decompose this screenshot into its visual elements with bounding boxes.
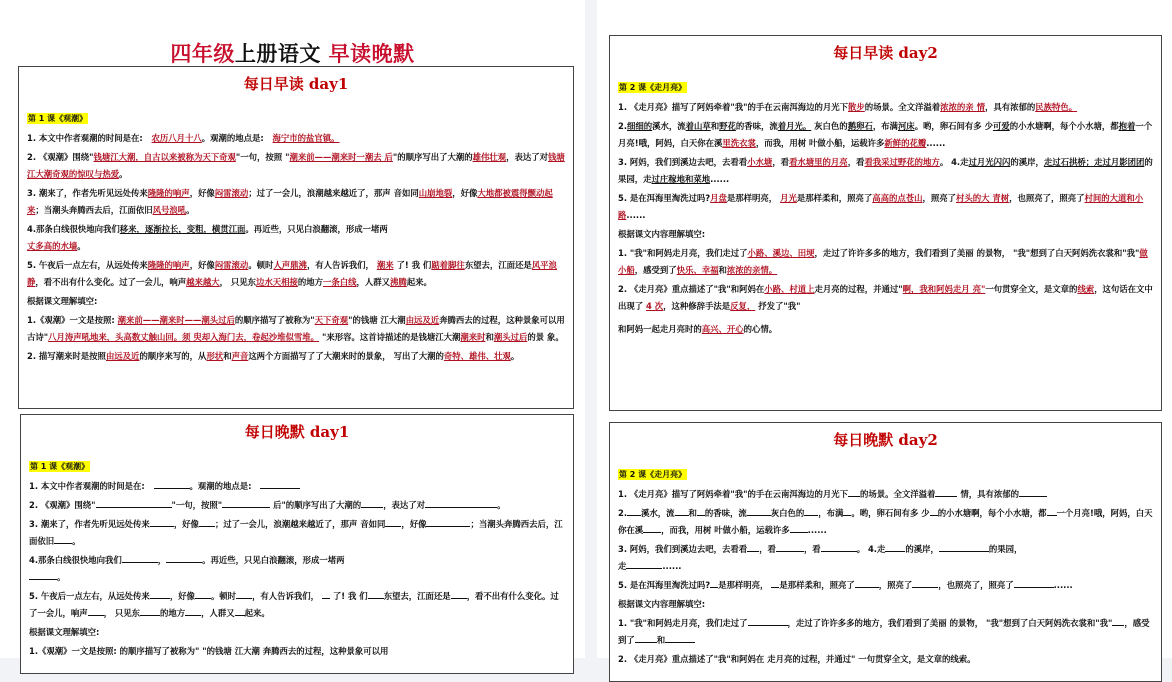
review-2: 2. 《走月亮》重点描述了"我"和阿妈在小路、村道上走月亮的过程，并通过"啊，我和阿妈走月 亮"一句贯穿全文，是文章的线索，这句话在文中出现了 4 次，这种修辞手法是反复， 抒发了"我": [618, 284, 1153, 311]
review-2: 2. 《走月亮》重点描述了"我"和阿妈在 走月亮的过程，并通过" 一句贯穿全文，是文章的线索。: [618, 654, 976, 664]
section-title: 每日晚默 day2: [833, 431, 938, 449]
question-4: 4.那条白线很快地向我们移来，逐渐拉长，变粗，横贯江面。再近些，只见白浪翻滚，形成一堵两 丈多高的水墙。: [27, 224, 388, 251]
section-title: 每日晚默 day1: [244, 423, 350, 441]
section-title: 每日早读 day1: [243, 75, 349, 93]
lesson-label: 第 1 课《观潮》: [30, 462, 90, 471]
question-3: 3. 潮来了，作者先听见远处传来隆隆的响声，好像闷雷滚动；过了一会儿，浪潮越来越近了，那声 音如同山崩地裂，好像大地都被震得颤动起来；当潮头奔腾西去后，江面依旧风号浪吼。: [27, 188, 553, 215]
section-heading: 根据课文内容理解填空:: [618, 229, 706, 239]
lesson-label: 第 2 课《走月亮》: [619, 83, 687, 92]
document-page-left: [0, 0, 585, 658]
review-1: 1. "我"和阿妈走月亮，我们走过了小路、溪边、田埂，走过了许许多多的地方，我们看到了美丽 的景物， "我"想到了白天阿妈洗衣裳和"我"做小船，感受到了快乐、幸福和浓浓的亲情。: [618, 248, 1148, 275]
question-3: 3. 潮来了，作者先听见远处传来 ，好像 ；过了一会儿，浪潮越来越近了，那声 音如同 ，好像 ；当潮头奔腾西去后，江面依旧 。: [29, 519, 563, 546]
document-page-right: [597, 0, 1172, 664]
section-heading: 根据课文理解填空:: [29, 627, 100, 637]
review-1: 1. "我"和阿妈走月亮，我们走过了 ，走过了许许多多的地方，我们看到了美丽 的景物， "我"想到了白天阿妈洗衣裳和"我" ，感受到了 和: [618, 618, 1150, 645]
question-3-4: 3. 阿妈，我们到溪边去吧，去看看 ，看 ，看 。 4.走 的溪岸， 的果园， 走 ......: [618, 544, 1023, 571]
question-1: 1. 本文中作者观潮的时间是在: 农历八月十八。观潮的地点是: 海宁市的盐官镇。: [27, 133, 340, 143]
question-1: 1. 《走月亮》描写了阿妈牵着"我"的手在云南洱海边的月光下 的场景。全文洋溢着 情，具有浓郁的: [618, 486, 1153, 503]
question-5: 5. 午夜后一点左右，从远处传来隆隆的响声，好像闷雷滚动。顿时人声鼎沸，有人告诉我们， 潮来 了! 我 们踮着脚往东望去，江面还是风平浪静，看不出有什么变化。过了一会儿，响声越来越大， 只见东边水天相接的地方一条白线，人群又沸腾起来。: [27, 260, 557, 287]
question-1: 1. 《走月亮》描写了阿妈牵着"我"的手在云南洱海边的月光下散步的场景。全文洋溢着浓浓的亲 情，具有浓郁的民族特色。: [618, 102, 1078, 112]
review-1: 1.《观潮》一文是按照: 的顺序描写了被称为" "的钱塘 江大潮 奔腾西去的过程，这种景象可以用: [29, 646, 389, 656]
question-5: 5. 是在洱海里淘洗过吗? 是那样明亮， 是那样柔和，照亮了 ，照亮了 ，也照亮了，照亮了 ......: [618, 580, 1073, 590]
question-2: 2. 溪水，流 和 的香味，流 灰白色的 ，布满 。哟，卵石间有多 少 的小水塘啊，每个小水塘，都 一个月亮!哦，阿妈，白天你在溪 ，而我，用树 叶做小船，运载许多 ......: [618, 508, 1153, 535]
document-title: 四年级上册语文 早读晚默: [170, 42, 415, 66]
lesson-label: 第 2 课《走月亮》: [619, 470, 687, 479]
question-1: 1. 本文中作者观潮的时间是在: 。观潮的地点是:: [29, 478, 565, 495]
section-heading: 根据课文内容理解填空:: [618, 599, 706, 609]
question-2: 2. 《观潮》围绕"钱塘江大潮，自古以来被称为天下奇观"一句，按照 "潮来前——潮来时一潮去 后"的顺序写出了大潮的雄伟壮观，表达了对钱塘江大潮奇观的惊叹与热爱。: [27, 152, 565, 179]
section-heading: 根据课文理解填空:: [27, 296, 98, 306]
morning-reading-day1-box: [18, 66, 574, 409]
question-5: 5. 午夜后一点左右，从远处传来 ，好像 。顿时 ，有人告诉我们， 了! 我 们 东望去，江面还是 ，看不出有什么变化。过了一会儿，响声 ， 只见东 的地方 ，人群又 起来。: [29, 591, 559, 618]
review-1: 1.《观潮》一文是按照: 潮来前——潮来时——潮头过后的顺序描写了被称为"天下奇观"的钱塘 江大潮由远及近奔腾西去的过程，这种景象可以用古诗"八月涛声吼地来，头高数丈触山回。须 臾却入海门去，卷起沙堆似雪堆。 "来形容。这首诗描述的是钱塘江大潮潮来时和潮头过后的景 象。: [27, 315, 565, 342]
question-5: 5. 是在洱海里淘洗过吗?月盘是那样明亮， 月光是那样柔和，照亮了高高的点苍山，照亮了村头的大 青树，也照亮了，照亮了村间的大道和小路......: [618, 193, 1144, 220]
evening-dictation-day2-box: [609, 422, 1162, 682]
question-4: 4.那条白线很快地向我们 ， 。再近些，只见白浪翻滚，形成一堵两 。: [29, 555, 345, 582]
question-2: 2. 《观潮》围绕" "一句，按照" 后"的顺序写出了大潮的 ，表达了对 。: [29, 500, 506, 510]
section-title: 每日早读 day2: [833, 44, 938, 62]
question-3-4: 3. 阿妈，我们到溪边去吧，去看看小水塘，看看水塘里的月亮，看看我采过野花的地方。 4.走过月光闪闪的溪岸，走过石拱桥；走过月影团团的果园，走过庄稼地和菜地......: [618, 157, 1153, 184]
review-2: 2. 描写潮来时是按照由远及近的顺序来写的，从形状和声音这两个方面描写了了大潮来时的景象， 写出了大潮的奇特、雄伟、壮观。: [27, 351, 520, 361]
review-3: 和阿妈一起走月亮时的高兴、开心的心情。: [618, 324, 778, 334]
question-2: 2.细细的溪水，流着山草和野花的香味，流着月光。 灰白色的鹅卵石，布满河床。哟，卵石间有多 少可爱的小水塘啊，每个小水塘，都抱着一个月亮!哦，阿妈，白天你在溪里洗衣裳，而我，用树 叶做小船，运载许多新鲜的花瓣......: [618, 121, 1153, 148]
evening-dictation-day1-box: [20, 414, 574, 674]
lesson-label: 第 1 课《观潮》: [28, 114, 88, 123]
morning-reading-day2-box: [609, 35, 1162, 411]
